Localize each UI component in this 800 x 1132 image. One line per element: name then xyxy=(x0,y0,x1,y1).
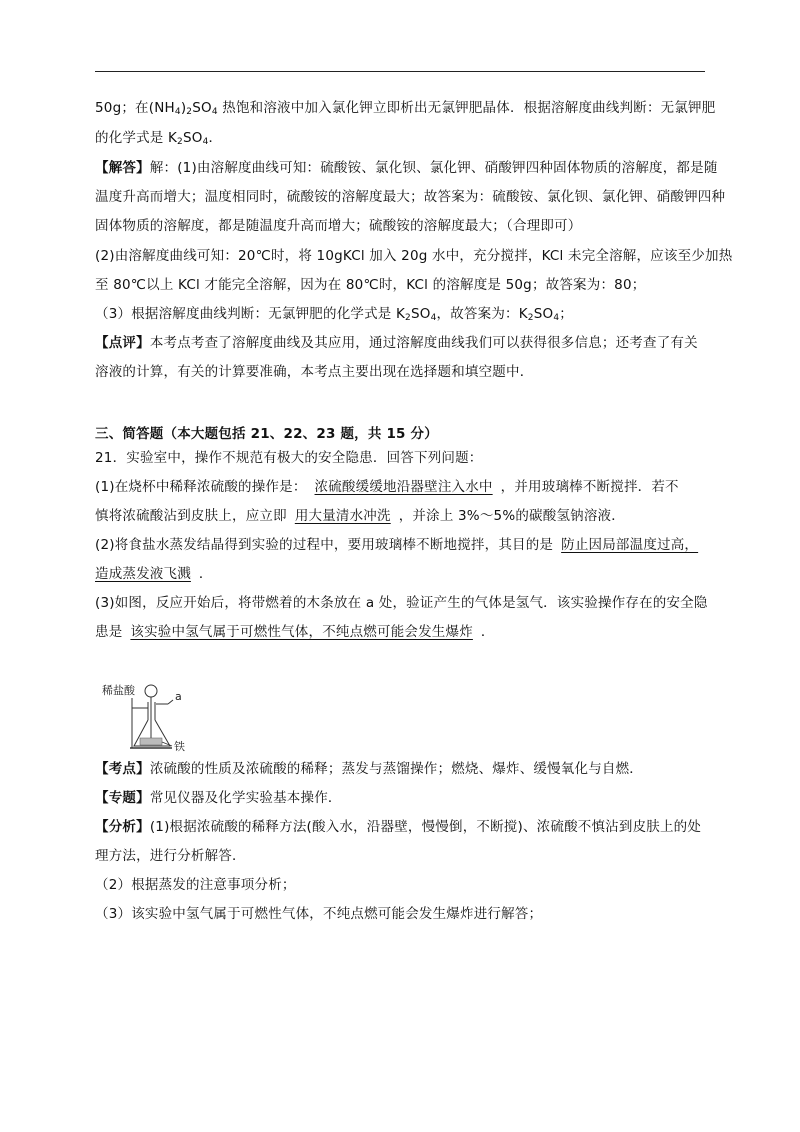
comment-line-2: 溶液的计算，有关的计算要准确，本考点主要出现在选择题和填空题中． xyxy=(95,364,534,380)
comment-tag: 【点评】 xyxy=(95,335,150,351)
comment-line-1: 【点评】本考点考查了溶解度曲线及其应用，通过溶解度曲线我们可以获得很多信息；还考查了有关 xyxy=(95,335,698,351)
solution-line-4: (2)由溶解度曲线可知：20℃时，将 10gKCl 加入 20g 水中，充分搅拌，KCl 未完全溶解，应该至少加热 xyxy=(95,248,733,264)
solution-tag: 【解答】 xyxy=(95,160,150,176)
intro-line-1: 50g；在$(NH_4)_2SO_4$ 热饱和溶液中加入氯化钾立即析出无氯钾肥晶体．根据溶解度曲线判断：无氯钾肥 xyxy=(95,100,716,117)
delivery-tube-tip xyxy=(168,700,173,704)
solution-line-1: 【解答】解：(1)由溶解度曲线可知：硫酸铵、氯化钡、氯化钾、硝酸钾四种固体物质的溶解度，都是随 xyxy=(95,160,718,176)
question-21-stem: 21．实验室中，操作不规范有极大的安全隐患．回答下列问题： xyxy=(95,450,483,466)
answer-blank-1: 浓硫酸缓缓地沿器壁注入水中 xyxy=(314,479,493,495)
section-title: 三、简答题（本大题包括 21、22、23 题，共 15 分） xyxy=(95,426,438,442)
intro-line-2: 的化学式是 $K_2SO_4$． xyxy=(95,130,223,147)
label-dilute-hcl: 稀盐酸 xyxy=(102,684,135,697)
answer-blank-2: 用大量清水冲洗 xyxy=(294,508,391,524)
fenxi-line-4: （3）该实验中氢气属于可燃性气体，不纯点燃可能会发生爆炸进行解答； xyxy=(95,906,543,922)
question-21-part1-line1: (1)在烧杯中稀释浓硫酸的操作是： 浓硫酸缓缓地沿器壁注入水中 ，并用玻璃棒不断搅拌．若不 xyxy=(95,479,679,495)
answer-blank-4: 该实验中氢气属于可燃性气体，不纯点燃可能会发生爆炸 xyxy=(130,624,473,640)
header-rule xyxy=(95,71,705,72)
solution-line-5: 至 80℃以上 KCl 才能完全溶解，因为在 80℃时，KCl 的溶解度是 50g；故答案为：80； xyxy=(95,277,646,293)
question-21-part3-line2: 患是 该实验中氢气属于可燃性气体，不纯点燃可能会发生爆炸 ． xyxy=(95,624,495,640)
iron-pieces xyxy=(140,738,162,745)
funnel-bulb xyxy=(145,685,157,697)
apparatus-diagram xyxy=(100,680,200,760)
iron-pointer xyxy=(162,742,172,746)
question-21-part2-line1: (2)将食盐水蒸发结晶得到实验的过程中，要用玻璃棒不断地搅拌，其目的是 防止因局部温度过高， xyxy=(95,537,699,553)
solution-line-6: （3）根据溶解度曲线判断：无氯钾肥的化学式是 $K_2SO_4$，故答案为：$K_2SO_4$； xyxy=(95,306,573,323)
solution-line-3: 固体物质的溶解度，都是随温度升高而增大；硫酸铵的溶解度最大；（合理即可） xyxy=(95,218,582,234)
label-a: a xyxy=(175,690,182,703)
apparatus-figure xyxy=(100,680,200,760)
page-content xyxy=(95,92,733,922)
fenxi-line-3: （2）根据蒸发的注意事项分析； xyxy=(95,877,296,893)
fenxi-line-1: 【分析】(1)根据浓硫酸的稀释方法(酸入水，沿器壁，慢慢倒，不断搅)、浓硫酸不慎沾到皮肤上的处 xyxy=(95,819,702,835)
fenxi-line-2: 理方法，进行分析解答． xyxy=(95,848,246,864)
answer-blank-3b: 造成蒸发液飞溅 xyxy=(95,566,191,582)
solution-line-2: 温度升高而增大；温度相同时，硫酸铵的溶解度最大；故答案为：硫酸铵、氯化钡、氯化钾、硝酸钾四种 xyxy=(95,189,726,205)
label-iron: 铁 xyxy=(174,740,185,753)
zhuanti-line: 【专题】常见仪器及化学实验基本操作． xyxy=(95,790,342,806)
answer-blank-3a: 防止因局部温度过高， xyxy=(561,537,699,553)
question-21-part3-line1: (3)如图，反应开始后，将带燃着的木条放在 a 处，验证产生的气体是氢气．该实验操作存在的安全隐 xyxy=(95,595,708,611)
question-21-part1-line2: 慎将浓硫酸沾到皮肤上，应立即 用大量清水冲洗 ，并涂上 3%～5%的碳酸氢钠溶液． xyxy=(95,508,625,524)
kaodian-line: 【考点】浓硫酸的性质及浓硫酸的稀释；蒸发与蒸馏操作；燃烧、爆炸、缓慢氧化与自燃． xyxy=(95,761,644,777)
question-21-part2-line2: 造成蒸发液飞溅 ． xyxy=(95,566,213,582)
